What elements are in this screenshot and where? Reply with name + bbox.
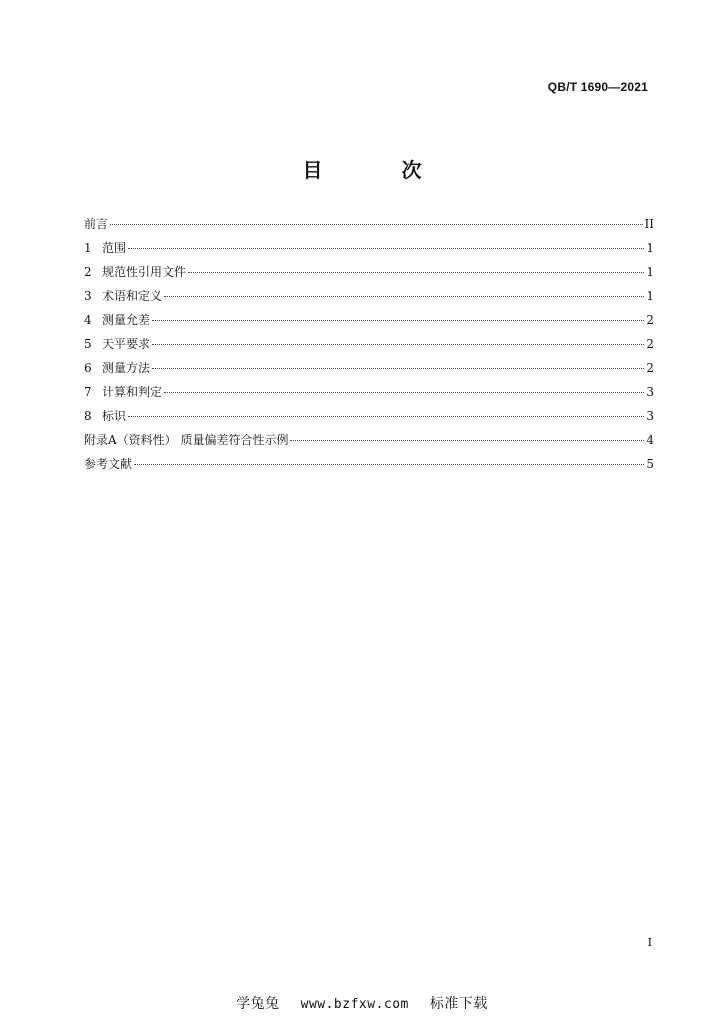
toc-leader-dots <box>110 212 643 225</box>
toc-item-marking[interactable] <box>84 404 654 428</box>
watermark-footer <box>0 993 724 1013</box>
toc-item-appendix-a[interactable] <box>84 428 654 452</box>
toc-item-balance[interactable] <box>84 332 654 356</box>
toc-item-page: 4 <box>646 433 654 447</box>
toc-item-page: 2 <box>646 337 654 351</box>
toc-leader-dots <box>188 260 644 273</box>
toc-leader-dots <box>134 452 644 465</box>
toc-leader-dots <box>164 284 644 297</box>
toc-item-label: 天平要求 <box>102 337 151 351</box>
standard-code: QB/T 1690—2021 <box>547 80 648 94</box>
toc-item-label: 前言 <box>84 217 109 231</box>
toc-item-bibliography[interactable] <box>84 452 654 476</box>
table-of-contents <box>84 212 654 476</box>
toc-item-page: 1 <box>646 241 654 255</box>
toc-item-page: 3 <box>646 385 654 399</box>
toc-item-label: 术语和定义 <box>102 289 163 303</box>
toc-item-label: 测量方法 <box>102 361 151 375</box>
toc-item-page: 1 <box>646 265 654 279</box>
toc-item-page: 5 <box>646 457 654 471</box>
toc-item-number: 7 <box>84 385 92 399</box>
toc-item-number: 6 <box>84 361 92 375</box>
toc-item-label: 参考文献 <box>84 457 133 471</box>
toc-item-page: II <box>644 217 654 231</box>
toc-item-calculation[interactable] <box>84 380 654 404</box>
toc-item-label: 标识 <box>102 409 127 423</box>
toc-item-label: 测量允差 <box>102 313 151 327</box>
footer-url[interactable]: www.bzfxw.com <box>300 997 409 1012</box>
toc-item-number: 5 <box>84 337 92 351</box>
toc-item-foreword[interactable] <box>84 212 654 236</box>
toc-item-page: 3 <box>646 409 654 423</box>
page-number: I <box>647 936 652 949</box>
footer-tagline: 标准下载 <box>429 996 488 1012</box>
toc-item-method[interactable] <box>84 356 654 380</box>
toc-leader-dots <box>152 308 644 321</box>
toc-leader-dots <box>290 428 644 441</box>
toc-item-label: 规范性引用文件 <box>102 265 187 279</box>
toc-item-label: 附录A（资料性） 质量偏差符合性示例 <box>84 433 289 447</box>
toc-item-label: 范围 <box>102 241 127 255</box>
footer-site-name: 学兔兔 <box>236 996 280 1012</box>
page-title: 目 次 <box>302 158 458 182</box>
toc-item-tolerance[interactable] <box>84 308 654 332</box>
toc-leader-dots <box>152 332 644 345</box>
toc-item-label: 计算和判定 <box>102 385 163 399</box>
toc-item-number: 2 <box>84 265 92 279</box>
toc-item-number: 4 <box>84 313 92 327</box>
toc-item-scope[interactable] <box>84 236 654 260</box>
toc-item-page: 2 <box>646 361 654 375</box>
toc-item-number: 3 <box>84 289 92 303</box>
toc-leader-dots <box>152 356 644 369</box>
toc-leader-dots <box>164 380 644 393</box>
toc-item-number: 8 <box>84 409 92 423</box>
toc-leader-dots <box>128 404 644 417</box>
toc-item-terms[interactable] <box>84 284 654 308</box>
toc-leader-dots <box>128 236 644 249</box>
toc-item-number: 1 <box>84 241 92 255</box>
toc-item-normative-references[interactable] <box>84 260 654 284</box>
toc-item-page: 1 <box>646 289 654 303</box>
toc-item-page: 2 <box>646 313 654 327</box>
